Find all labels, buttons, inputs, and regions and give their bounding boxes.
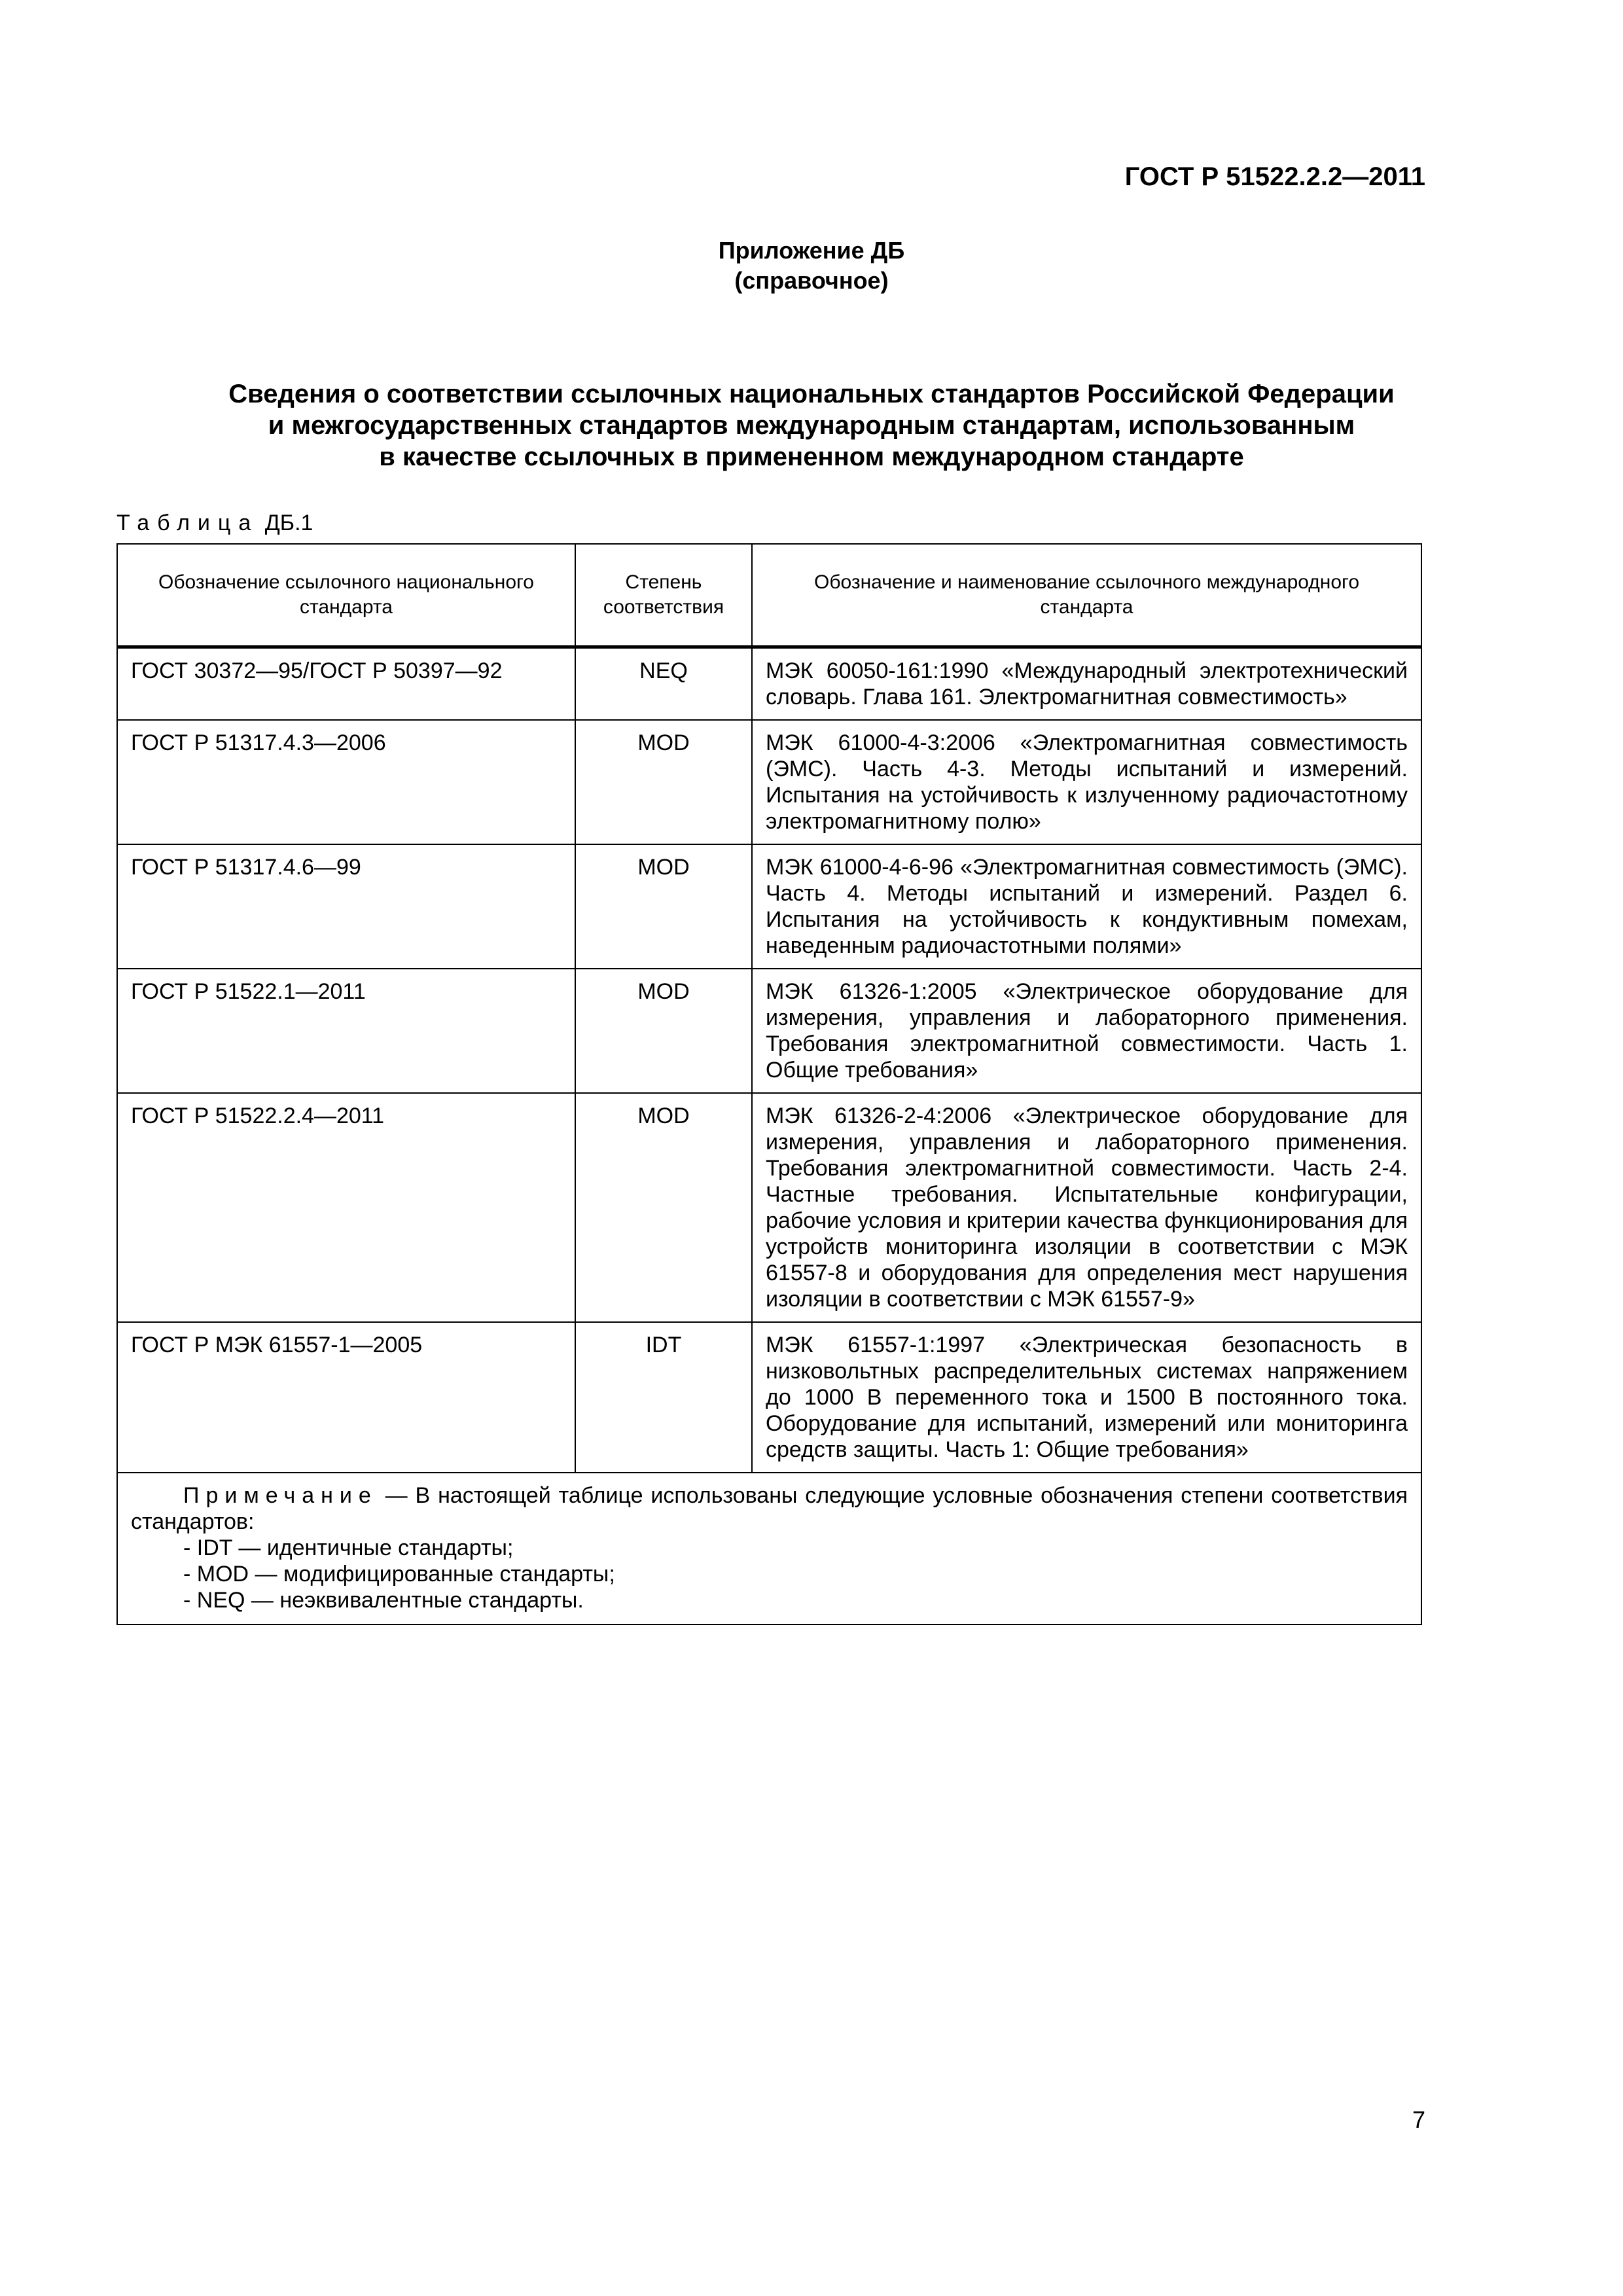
international-standard-cell: МЭК 61000-4-3:2006 «Электромагнитная совместимость (ЭМС). Часть 4-3. Методы испытаний и измерений. Испытания на устойчивость к излученному радиочастотному электромагнитному полю» xyxy=(752,720,1421,844)
table-caption-id: ДБ.1 xyxy=(264,511,313,535)
note-item: - NEQ — неэквивалентные стандарты. xyxy=(183,1588,584,1613)
section-heading xyxy=(0,378,1623,473)
table-row xyxy=(117,1093,1421,1322)
heading-line: в качестве ссылочных в примененном международном стандарте xyxy=(379,442,1244,471)
appendix-type: (справочное) xyxy=(734,267,889,294)
page-number: 7 xyxy=(1412,2106,1425,2133)
column-header-degree: Степень соответствия xyxy=(575,544,752,647)
degree-cell: MOD xyxy=(575,720,752,844)
national-standard-cell: ГОСТ Р 51522.2.4—2011 xyxy=(117,1093,575,1322)
national-standard-cell: ГОСТ 30372—95/ГОСТ Р 50397—92 xyxy=(117,647,575,721)
international-standard-cell: МЭК 61326-1:2005 «Электрическое оборудование для измерения, управления и лабораторного применения. Требования электромагнитной совместимости. Часть 1. Общие требования» xyxy=(752,969,1421,1093)
national-standard-cell: ГОСТ Р 51522.1—2011 xyxy=(117,969,575,1093)
note-lead xyxy=(131,1482,1408,1535)
standards-table xyxy=(116,543,1422,1625)
document-code: ГОСТ Р 51522.2.2—2011 xyxy=(1124,162,1425,191)
degree-cell: MOD xyxy=(575,844,752,969)
table-caption-word: Таблица xyxy=(116,511,259,535)
national-standard-cell: ГОСТ Р 51317.4.6—99 xyxy=(117,844,575,969)
table-row xyxy=(117,969,1421,1093)
degree-cell: IDT xyxy=(575,1322,752,1473)
degree-cell: MOD xyxy=(575,1093,752,1322)
note-item: - MOD — модифицированные стандарты; xyxy=(183,1562,615,1587)
note-text: — В настоящей таблице использованы следующие условные обозначения степени соответствия стандартов: xyxy=(131,1483,1408,1534)
table-row xyxy=(117,844,1421,969)
table-note-row xyxy=(117,1473,1421,1624)
table-row xyxy=(117,1322,1421,1473)
heading-line: и межгосударственных стандартов международным стандартам, использованным xyxy=(268,411,1355,440)
degree-cell: MOD xyxy=(575,969,752,1093)
note-label: Примечание xyxy=(183,1483,378,1508)
note-item: - IDT — идентичные стандарты; xyxy=(183,1535,514,1560)
national-standard-cell: ГОСТ Р 51317.4.3—2006 xyxy=(117,720,575,844)
appendix-block xyxy=(0,236,1623,296)
heading-line: Сведения о соответствии ссылочных национальных стандартов Российской Федерации xyxy=(228,380,1395,408)
appendix-title: Приложение ДБ xyxy=(718,237,905,264)
table-row xyxy=(117,720,1421,844)
international-standard-cell: МЭК 61000-4-6-96 «Электромагнитная совместимость (ЭМС). Часть 4. Методы испытаний и измерений. Раздел 6. Испытания на устойчивость к кондуктивным помехам, наведенным радиочастотными полями» xyxy=(752,844,1421,969)
table-header-row xyxy=(117,544,1421,647)
column-header-international: Обозначение и наименование ссылочного международного стандарта xyxy=(752,544,1421,647)
international-standard-cell: МЭК 60050-161:1990 «Международный электротехнический словарь. Глава 161. Электромагнитная совместимость» xyxy=(752,647,1421,721)
column-header-national: Обозначение ссылочного национального стандарта xyxy=(117,544,575,647)
international-standard-cell: МЭК 61557-1:1997 «Электрическая безопасность в низковольтных распределительных системах напряжением до 1000 В переменного тока и 1500 В постоянного тока. Оборудование для испытаний, измерений или мониторинга средств защиты. Часть 1: Общие требования» xyxy=(752,1322,1421,1473)
table-row xyxy=(117,647,1421,721)
degree-cell: NEQ xyxy=(575,647,752,721)
table-caption xyxy=(116,511,313,536)
national-standard-cell: ГОСТ Р МЭК 61557-1—2005 xyxy=(117,1322,575,1473)
table-note xyxy=(117,1473,1421,1624)
international-standard-cell: МЭК 61326-2-4:2006 «Электрическое оборудование для измерения, управления и лабораторного применения. Требования электромагнитной совместимости. Часть 2-4. Частные требования. Испытательные конфигурации, рабочие условия и критерии качества функционирования для устройств мониторинга изоляции в соответствии с МЭК 61557-8 и оборудования для определения мест нарушения изоляции в соответствии с МЭК 61557-9» xyxy=(752,1093,1421,1322)
